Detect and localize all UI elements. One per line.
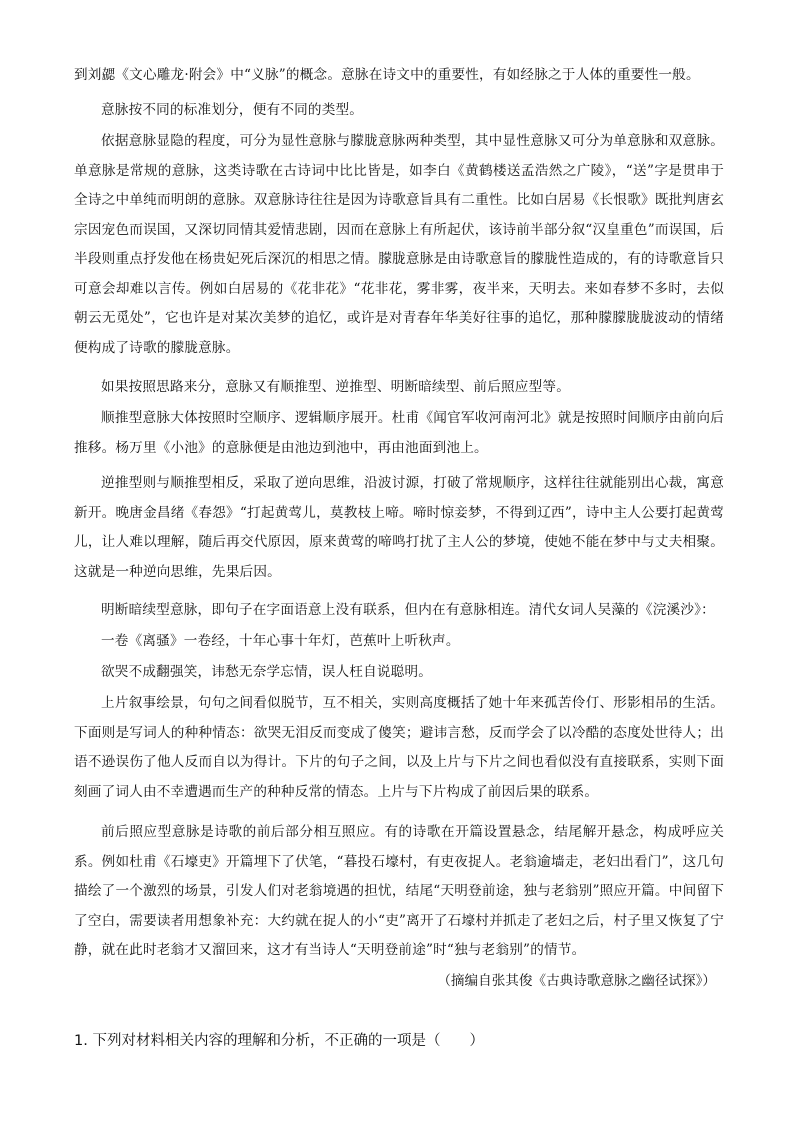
poem-line-2: 欲哭不成翻强笑，讳愁无奈学忘情，误人枉自说聪明。 (101, 664, 433, 680)
paragraph-echo: 前后照应型意脉是诗歌的前后部分相互照应。有的诗歌在开篇设置悬念，结尾解开悬念，构成呼应关系。例如杜甫《石壕吏》开篇埋下了伏笔，“暮投石壕村，有吏夜捉人。老翁逾墙走，老妇出看门”，这几句描绘了一个激烈的场景，引发人们对老翁境遇的担忧，结尾“天明登前途，独与老翁别”照应开篇。中间留下了空白，需要读者用想象补充：大约就在捉人的小“吏”离开了石壕村并抓走了老妇之后，村子里又恢复了宁静，就在此时老翁才又溜回来，这才有当诗人“天明登前途”时“独与老翁别”的情节。 (74, 824, 724, 958)
paragraph-forward: 顺推型意脉大体按照时空顺序、逻辑顺序展开。杜甫《闻官军收河南河北》就是按照时间顺序由前向后推移。杨万里《小池》的意脉便是由池边到池中，再由池面到池上。 (74, 410, 724, 456)
paragraph-liuxie: 到刘勰《文心雕龙·附会》中“义脉”的概念。意脉在诗文中的重要性，有如经脉之于人体的重要性一般。 (74, 67, 700, 83)
paragraph-explicit-hazy: 依据意脉显隐的程度，可分为显性意脉与朦胧意脉两种类型，其中显性意脉又可分为单意脉和双意脉。单意脉是常规的意脉，这类诗歌在古诗词中比比皆是，如李白《黄鹤楼送孟浩然之广陵》，“送”字是贯串于全诗之中单纯而明朗的意脉。双意脉诗往往是因为诗歌意旨具有二重性。比如白居易《长恨歌》既批判唐玄宗因宠色而误国，又深切同情其爱情悲剧，因而在意脉上有所起伏，该诗前半部分叙“汉皇重色”而误国，后半段则重点抒发他在杨贵妃死后深沉的相思之情。朦胧意脉是由诗歌意旨的朦胧性造成的，有的诗歌意旨只可意会却难以言传。例如白居易的《花非花》“花非花，雾非雾，夜半来，天明去。来如春梦不多时，去似朝云无觅处”，它也许是对某次美梦的追忆，或许是对青春年华美好往事的追忆，那种朦朦胧胧波动的情绪便构成了诗歌的朦胧意脉。 (74, 133, 724, 356)
paragraph-types-intro: 意脉按不同的标准划分，便有不同的类型。 (101, 102, 364, 118)
paragraph-thinking-types: 如果按照思路来分，意脉又有顺推型、逆推型、明断暗续型、前后照应型等。 (101, 379, 570, 395)
paragraph-poem-analysis: 上片叙事绘景，句句之间看似脱节，互不相关，实则高度概括了她十年来孤苦伶仃、形影相吊的生活。下面则是写词人的种种情态：欲哭无泪反而变成了傻笑；避讳言愁，反而学会了以冷酷的态度处世待人；出语不逊误伤了他人反而自以为得计。下片的句子之间，以及上片与下片之间也看似没有直接联系，实则下面刻画了词人由不幸遭遇而生产的种种反常的情态。上片与下片构成了前因后果的联系。 (74, 695, 724, 800)
poem-line-1: 一卷《离骚》一卷经，十年心事十年灯，芭蕉叶上听秋声。 (101, 633, 460, 649)
question-text: 下列对材料相关内容的理解和分析，不正确的一项是（ ） (92, 1033, 484, 1049)
paragraph-reverse: 逆推型则与顺推型相反，采取了逆向思维，沿波讨源，打破了常规顺序，这样往往就能别出心裁，寓意新开。晚唐金昌绪《春怨》“打起黄莺儿，莫教枝上啼。啼时惊妾梦，不得到辽西”，诗中主人公要打起黄莺儿，让人难以理解，随后再交代原因，原来黄莺的啼鸣打扰了主人公的梦境，使她不能在梦中与丈夫相聚。这就是一种逆向思维，先果后因。 (74, 475, 724, 580)
question-number: 1. (74, 1033, 88, 1049)
question-1 (74, 1029, 484, 1053)
source-citation: （摘编自张其俊《古典诗歌意脉之幽径试探》） (437, 973, 716, 989)
paragraph-broken-continued: 明断暗续型意脉，即句子在字面语意上没有联系，但内在有意脉相连。清代女词人吴藻的《浣溪沙》： (101, 602, 715, 618)
